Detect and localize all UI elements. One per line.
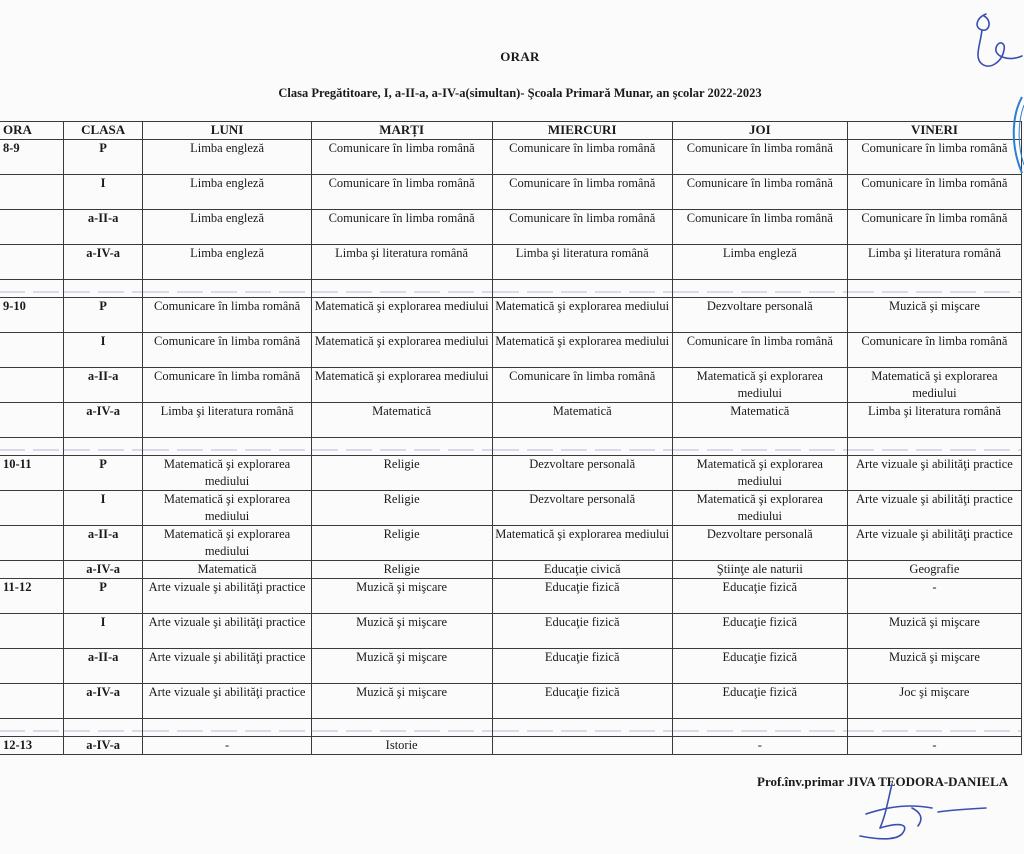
lesson-cell: Arte vizuale şi abilităţi practice — [143, 684, 311, 719]
ora-cell — [0, 561, 63, 579]
lesson-cell: Educaţie fizică — [492, 684, 672, 719]
table-row — [0, 210, 1022, 245]
handwritten-initial — [968, 6, 1024, 76]
ora-cell — [0, 333, 63, 368]
lesson-cell: Muzică şi mişcare — [311, 649, 492, 684]
lesson-cell: Matematică — [311, 403, 492, 438]
lesson-cell — [492, 737, 672, 755]
handwritten-signature — [840, 778, 990, 848]
lesson-cell: Limba şi literatura română — [492, 245, 672, 280]
lesson-cell: Limba şi literatura română — [847, 403, 1021, 438]
table-row — [0, 684, 1022, 719]
lesson-cell: Matematică şi explorarea mediului — [847, 368, 1021, 403]
lesson-cell: Matematică şi explorarea mediului — [311, 333, 492, 368]
lesson-cell: Matematică şi explorarea mediului — [311, 298, 492, 333]
ora-cell — [0, 175, 63, 210]
clasa-cell: P — [63, 456, 143, 491]
lesson-cell: Religie — [311, 561, 492, 579]
ora-cell — [0, 649, 63, 684]
ora-cell: 10-11 — [0, 456, 63, 491]
table-row — [0, 579, 1022, 614]
lesson-cell: Arte vizuale şi abilităţi practice — [143, 614, 311, 649]
clasa-cell: P — [63, 140, 143, 175]
ora-cell — [0, 210, 63, 245]
lesson-cell: Limba engleză — [143, 210, 311, 245]
lesson-cell: Muzică şi mişcare — [311, 579, 492, 614]
header-luni: LUNI — [143, 122, 311, 140]
lesson-cell: Comunicare în limba română — [492, 140, 672, 175]
lesson-cell: - — [143, 737, 311, 755]
lesson-cell: Joc şi mişcare — [847, 684, 1021, 719]
lesson-cell: Limba engleză — [143, 245, 311, 280]
ora-cell — [0, 368, 63, 403]
separator-row — [0, 719, 1022, 737]
lesson-cell: Matematică şi explorarea mediului — [143, 456, 311, 491]
lesson-cell: Educaţie fizică — [672, 614, 847, 649]
clasa-cell: I — [63, 333, 143, 368]
lesson-cell: Limba engleză — [143, 140, 311, 175]
lesson-cell: Limba şi literatura română — [311, 245, 492, 280]
lesson-cell: Limba şi literatura română — [143, 403, 311, 438]
lesson-cell: Dezvoltare personală — [672, 298, 847, 333]
lesson-cell: Comunicare în limba română — [672, 333, 847, 368]
page-title: ORAR — [500, 49, 540, 64]
ora-cell — [0, 245, 63, 280]
lesson-cell: Matematică şi explorarea mediului — [672, 368, 847, 403]
header-row — [0, 122, 1022, 140]
lesson-cell: Dezvoltare personală — [492, 456, 672, 491]
separator-row — [0, 280, 1022, 298]
ora-cell — [0, 684, 63, 719]
lesson-cell: Muzică şi mişcare — [311, 614, 492, 649]
signature-line: Prof.înv.primar JIVA TEODORA-DANIELA — [757, 774, 1009, 789]
lesson-cell: Comunicare în limba română — [672, 175, 847, 210]
lesson-cell: Ştiinţe ale naturii — [672, 561, 847, 579]
lesson-cell: Matematică şi explorarea mediului — [311, 368, 492, 403]
lesson-cell: Educaţie fizică — [492, 649, 672, 684]
timetable — [0, 121, 1022, 755]
lesson-cell: Dezvoltare personală — [672, 526, 847, 561]
table-row — [0, 298, 1022, 333]
lesson-cell: Educaţie fizică — [672, 579, 847, 614]
lesson-cell: Comunicare în limba română — [672, 210, 847, 245]
lesson-cell: Comunicare în limba română — [672, 140, 847, 175]
lesson-cell: Comunicare în limba română — [492, 368, 672, 403]
ora-cell: 11-12 — [0, 579, 63, 614]
lesson-cell: Matematică şi explorarea mediului — [143, 526, 311, 561]
lesson-cell: Educaţie fizică — [672, 684, 847, 719]
header-vineri: VINERI — [847, 122, 1021, 140]
lesson-cell: Matematică şi explorarea mediului — [672, 491, 847, 526]
clasa-cell: a-II-a — [63, 526, 143, 561]
lesson-cell: Matematică şi explorarea mediului — [492, 298, 672, 333]
lesson-cell: Matematică şi explorarea mediului — [492, 333, 672, 368]
clasa-cell: a-II-a — [63, 649, 143, 684]
lesson-cell: Comunicare în limba română — [847, 140, 1021, 175]
separator-row — [0, 438, 1022, 456]
lesson-cell: Comunicare în limba română — [492, 175, 672, 210]
clasa-cell: a-IV-a — [63, 737, 143, 755]
header-marti: MARȚI — [311, 122, 492, 140]
lesson-cell: Arte vizuale şi abilităţi practice — [847, 491, 1021, 526]
clasa-cell: I — [63, 614, 143, 649]
lesson-cell: Dezvoltare personală — [492, 491, 672, 526]
lesson-cell: Arte vizuale şi abilităţi practice — [847, 456, 1021, 491]
lesson-cell: Istorie — [311, 737, 492, 755]
table-row — [0, 403, 1022, 438]
lesson-cell: Muzică şi mişcare — [311, 684, 492, 719]
ora-cell: 12-13 — [0, 737, 63, 755]
lesson-cell: Comunicare în limba română — [143, 368, 311, 403]
clasa-cell: P — [63, 579, 143, 614]
lesson-cell: Arte vizuale şi abilităţi practice — [143, 649, 311, 684]
lesson-cell: Matematică şi explorarea mediului — [492, 526, 672, 561]
lesson-cell: Muzică şi mişcare — [847, 298, 1021, 333]
table-row — [0, 140, 1022, 175]
lesson-cell: - — [847, 737, 1021, 755]
clasa-cell: I — [63, 175, 143, 210]
ora-cell — [0, 526, 63, 561]
lesson-cell: Educaţie fizică — [492, 579, 672, 614]
lesson-cell: Comunicare în limba română — [847, 210, 1021, 245]
ora-cell: 9-10 — [0, 298, 63, 333]
lesson-cell: Muzică şi mişcare — [847, 649, 1021, 684]
lesson-cell: Comunicare în limba română — [311, 175, 492, 210]
lesson-cell: Matematică — [672, 403, 847, 438]
clasa-cell: a-IV-a — [63, 403, 143, 438]
lesson-cell: Matematică — [143, 561, 311, 579]
ora-cell: 8-9 — [0, 140, 63, 175]
header-miercuri: MIERCURI — [492, 122, 672, 140]
lesson-cell: Arte vizuale şi abilităţi practice — [847, 526, 1021, 561]
lesson-cell: Educaţie fizică — [672, 649, 847, 684]
lesson-cell: - — [672, 737, 847, 755]
lesson-cell: Limba engleză — [143, 175, 311, 210]
lesson-cell: Limba engleză — [672, 245, 847, 280]
lesson-cell: Comunicare în limba română — [311, 210, 492, 245]
lesson-cell: Religie — [311, 456, 492, 491]
lesson-cell: Comunicare în limba română — [311, 140, 492, 175]
table-row — [0, 175, 1022, 210]
lesson-cell: Religie — [311, 491, 492, 526]
lesson-cell: Comunicare în limba română — [143, 298, 311, 333]
lesson-cell: Comunicare în limba română — [492, 210, 672, 245]
table-row — [0, 526, 1022, 561]
clasa-cell: P — [63, 298, 143, 333]
header-clasa: CLASA — [63, 122, 143, 140]
lesson-cell: - — [847, 579, 1021, 614]
ora-cell — [0, 614, 63, 649]
clasa-cell: a-II-a — [63, 210, 143, 245]
lesson-cell: Matematică şi explorarea mediului — [672, 456, 847, 491]
lesson-cell: Matematică — [492, 403, 672, 438]
clasa-cell: a-IV-a — [63, 245, 143, 280]
table-row — [0, 737, 1022, 755]
lesson-cell: Arte vizuale şi abilităţi practice — [143, 579, 311, 614]
lesson-cell: Religie — [311, 526, 492, 561]
lesson-cell: Comunicare în limba română — [143, 333, 311, 368]
table-row — [0, 614, 1022, 649]
lesson-cell: Geografie — [847, 561, 1021, 579]
table-row — [0, 561, 1022, 579]
table-row — [0, 245, 1022, 280]
table-row — [0, 368, 1022, 403]
clasa-cell: a-IV-a — [63, 684, 143, 719]
clasa-cell: I — [63, 491, 143, 526]
lesson-cell: Limba şi literatura română — [847, 245, 1021, 280]
lesson-cell: Matematică şi explorarea mediului — [143, 491, 311, 526]
ora-cell — [0, 403, 63, 438]
ora-cell — [0, 491, 63, 526]
stamp-edge-icon — [1008, 95, 1024, 175]
page-subtitle: Clasa Pregătitoare, I, a-II-a, a-IV-a(simultan)- Şcoala Primară Munar, an şcolar 2022-2023 — [278, 86, 762, 100]
table-row — [0, 491, 1022, 526]
header-ora: ORA — [0, 122, 63, 140]
lesson-cell: Comunicare în limba română — [847, 333, 1021, 368]
table-row — [0, 649, 1022, 684]
lesson-cell: Comunicare în limba română — [847, 175, 1021, 210]
clasa-cell: a-IV-a — [63, 561, 143, 579]
lesson-cell: Muzică şi mişcare — [847, 614, 1021, 649]
clasa-cell: a-II-a — [63, 368, 143, 403]
header-joi: JOI — [672, 122, 847, 140]
table-row — [0, 456, 1022, 491]
lesson-cell: Educaţie civică — [492, 561, 672, 579]
lesson-cell: Educaţie fizică — [492, 614, 672, 649]
table-row — [0, 333, 1022, 368]
